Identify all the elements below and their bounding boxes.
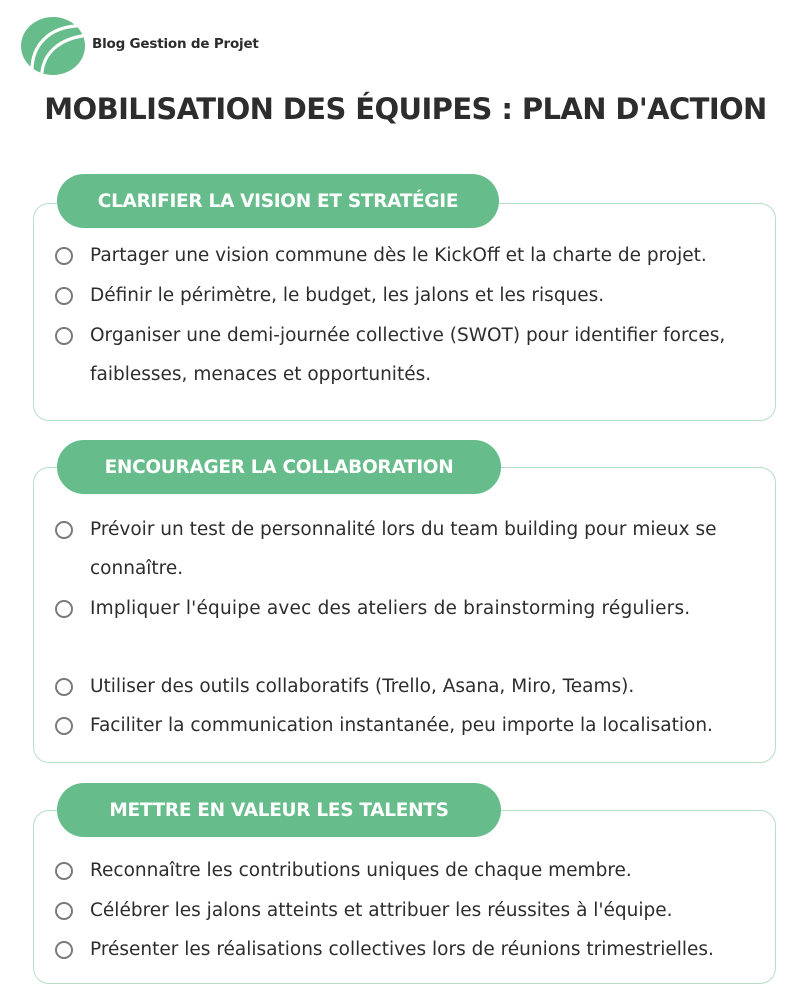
checkbox-icon[interactable] bbox=[55, 327, 73, 345]
brand-name: Blog Gestion de Projet bbox=[92, 36, 259, 52]
checklist-item-text: Organiser une demi-journée collective (SWOT) pour identifier forces, faiblesses, menaces et opportunités. bbox=[90, 325, 726, 385]
checklist-item bbox=[55, 286, 763, 315]
checklist-item bbox=[55, 940, 763, 969]
brand-logo bbox=[20, 16, 259, 76]
section-heading-collaboration: ENCOURAGER LA COLLABORATION bbox=[57, 440, 501, 494]
checklist-item bbox=[55, 716, 763, 745]
leaf-logo-icon bbox=[20, 16, 86, 76]
checkbox-icon[interactable] bbox=[55, 521, 73, 539]
checklist-item-text: Prévoir un test de personnalité lors du team building pour mieux se connaître. bbox=[90, 519, 717, 579]
checkbox-icon[interactable] bbox=[55, 287, 73, 305]
checkbox-icon[interactable] bbox=[55, 862, 73, 880]
checklist-item-text: Utiliser des outils collaboratifs (Trello, Asana, Miro, Teams). bbox=[90, 676, 635, 697]
checklist-item bbox=[55, 326, 763, 394]
checklist-item bbox=[55, 861, 763, 890]
checklist-item-text: Partager une vision commune dès le KickOff et la charte de projet. bbox=[90, 245, 707, 266]
checklist-item bbox=[55, 901, 763, 930]
checklist-item-text: Définir le périmètre, le budget, les jalons et les risques. bbox=[90, 285, 605, 306]
checklist-item bbox=[55, 246, 763, 275]
checklist-item-text: Faciliter la communication instantanée, peu importe la localisation. bbox=[90, 715, 713, 736]
checkbox-icon[interactable] bbox=[55, 717, 73, 735]
checklist-item-text: Impliquer l'équipe avec des ateliers de brainstorming réguliers. bbox=[90, 598, 691, 619]
checkbox-icon[interactable] bbox=[55, 902, 73, 920]
checklist-item bbox=[55, 677, 763, 706]
checkbox-icon[interactable] bbox=[55, 247, 73, 265]
page-title: MOBILISATION DES ÉQUIPES : PLAN D'ACTION bbox=[44, 92, 767, 126]
section-heading-talents: METTRE EN VALEUR LES TALENTS bbox=[57, 783, 501, 837]
checklist-item-text: Présenter les réalisations collectives lors de réunions trimestrielles. bbox=[90, 939, 714, 960]
checkbox-icon[interactable] bbox=[55, 678, 73, 696]
checkbox-icon[interactable] bbox=[55, 941, 73, 959]
checklist-item-text: Célébrer les jalons atteints et attribuer les réussites à l'équipe. bbox=[90, 900, 673, 921]
checklist-item-text: Reconnaître les contributions uniques de chaque membre. bbox=[90, 860, 632, 881]
checklist-item bbox=[55, 599, 763, 628]
checklist-item bbox=[55, 520, 763, 588]
checkbox-icon[interactable] bbox=[55, 600, 73, 618]
section-heading-vision: CLARIFIER LA VISION ET STRATÉGIE bbox=[57, 174, 499, 228]
